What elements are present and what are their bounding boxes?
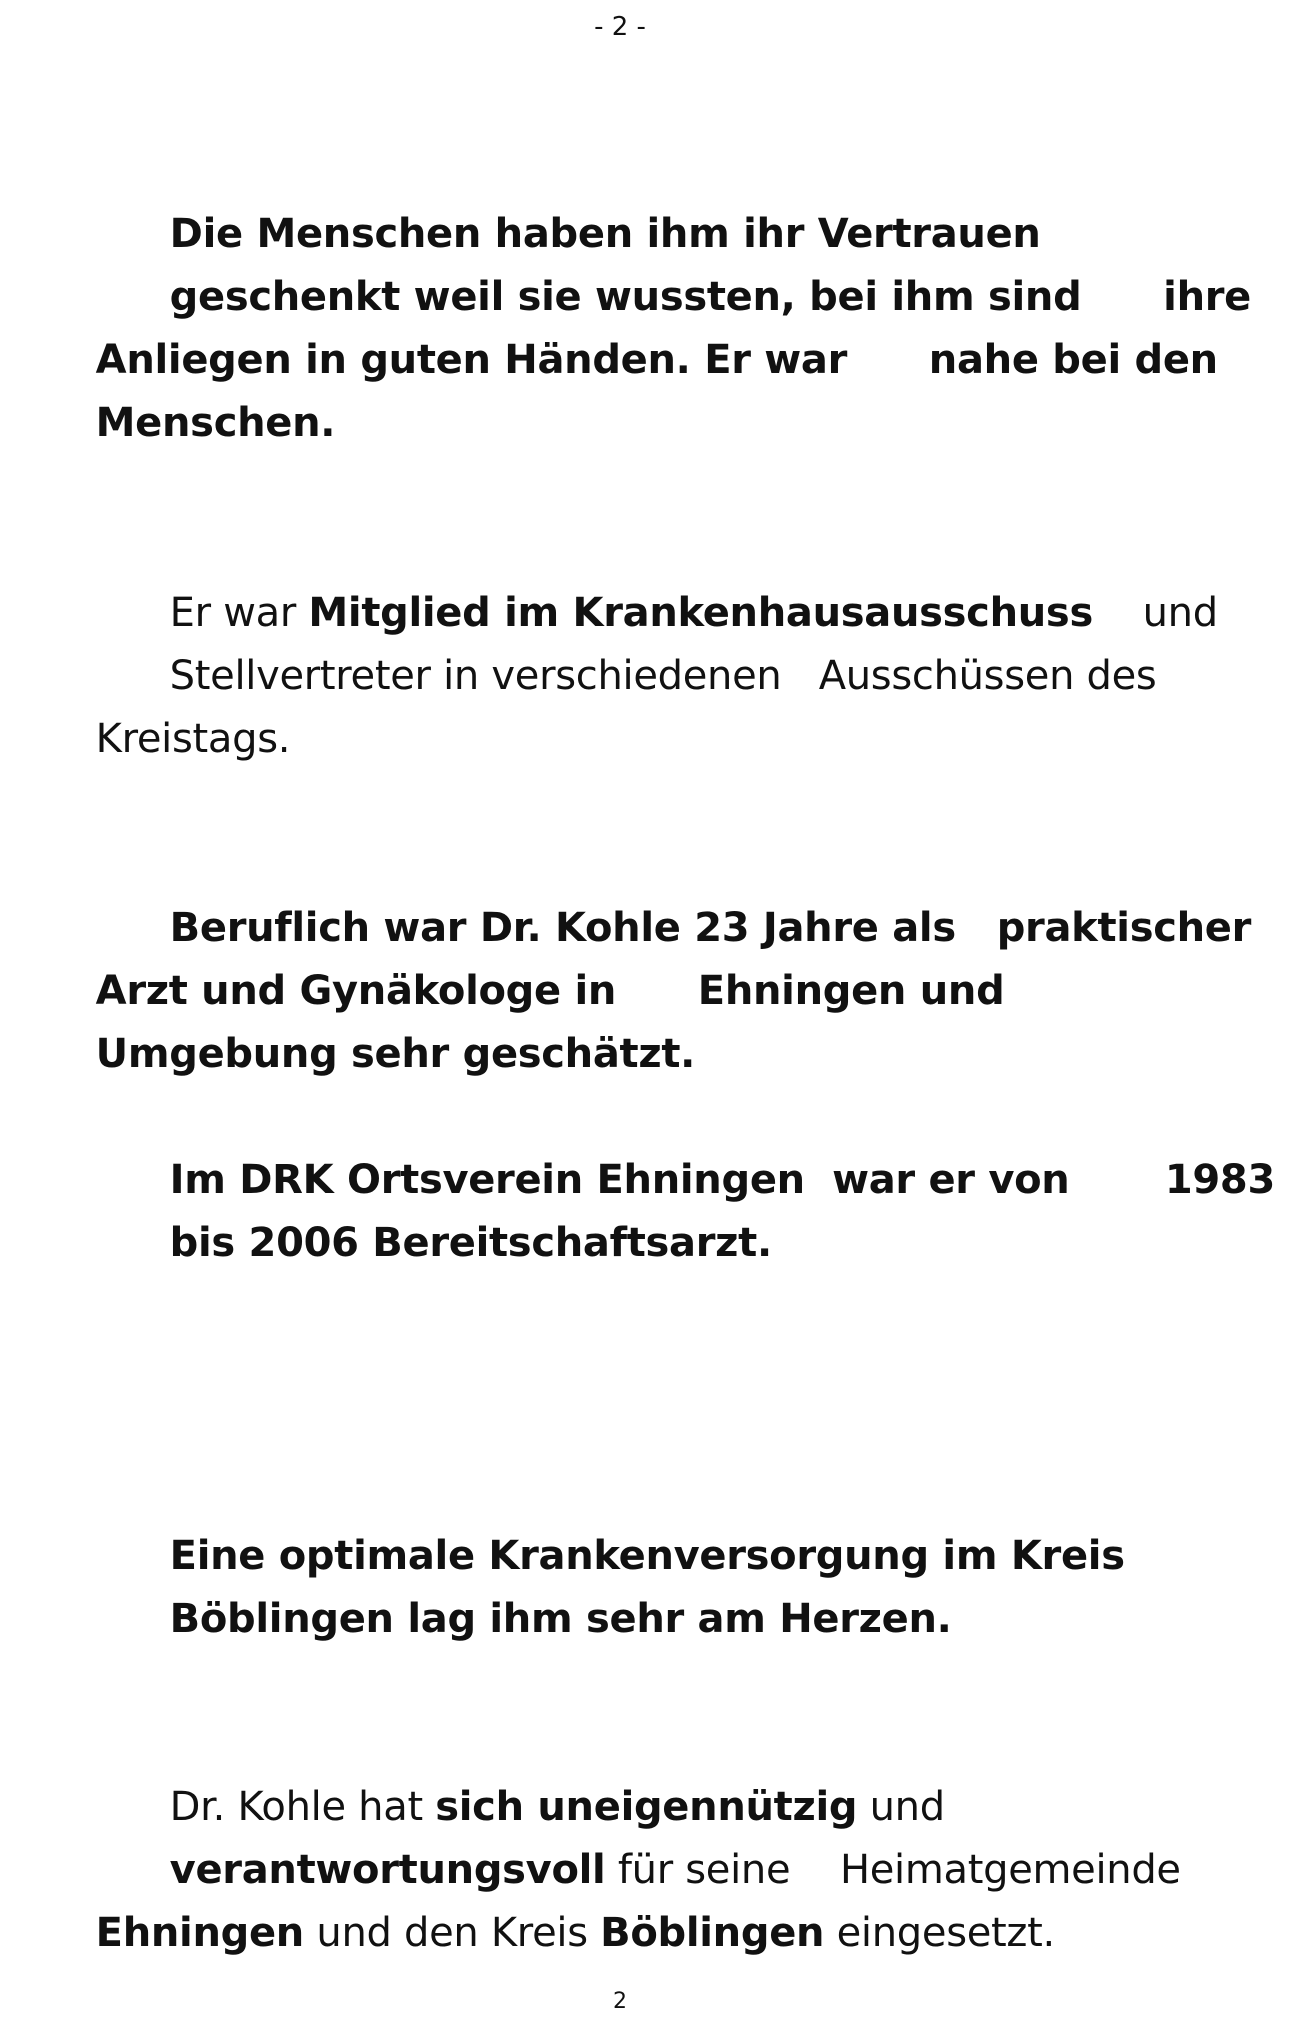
text-segment: Umgebung sehr geschätzt. (95, 1031, 696, 1077)
text-segment: Die Menschen haben ihm ihr Vertrauen (169, 211, 1041, 257)
text-segment: bis 2006 Bereitschaftsarzt. (169, 1220, 772, 1266)
text-segment: und den Kreis (303, 1910, 601, 1956)
text-segment: Eine optimale Krankenversorgung im Kreis (169, 1533, 1125, 1579)
text-segment: Arzt und Gynäkologe in Ehningen und (95, 968, 1005, 1014)
text-segment: Beruflich war Dr. Kohle 23 Jahre als praktischer (169, 905, 1252, 951)
paragraph-line (120, 1149, 772, 1338)
page-number: 2 (613, 1989, 627, 2014)
text-segment: Anliegen in guten Händen. Er war nahe bei den (95, 337, 1218, 383)
text-segment: Böblingen lag ihm sehr am Herzen. (169, 1596, 952, 1642)
text-segment: verantwortungsvoll (169, 1847, 606, 1893)
text-segment: Menschen. (95, 400, 336, 446)
paragraph-line (120, 1525, 952, 1714)
text-segment: Böblingen (600, 1910, 825, 1956)
page-header-marker: - 2 - (594, 12, 646, 42)
text-segment: Stellvertreter in verschiedenen Ausschüssen des (169, 653, 1157, 699)
text-segment: Mitglied im Krankenhausausschuss (308, 590, 1093, 636)
text-segment: eingesetzt. (824, 1910, 1055, 1956)
text-segment: sich uneigennützig (435, 1784, 858, 1830)
paragraph-line (46, 329, 335, 518)
text-segment: Ehningen (95, 1910, 304, 1956)
text-segment: Er war (169, 590, 309, 636)
text-segment: Dr. Kohle hat (169, 1784, 436, 1830)
text-segment: Kreistags. (95, 716, 291, 762)
text-segment: Im DRK Ortsverein Ehningen war er von 1983 (169, 1157, 1275, 1203)
text-segment: und (1092, 590, 1218, 636)
text-segment: für seine Heimatgemeinde (605, 1847, 1181, 1893)
text-segment: geschenkt weil sie wussten, bei ihm sind ihre (169, 274, 1252, 320)
text-segment: und (857, 1784, 945, 1830)
paragraph-line (46, 645, 290, 834)
